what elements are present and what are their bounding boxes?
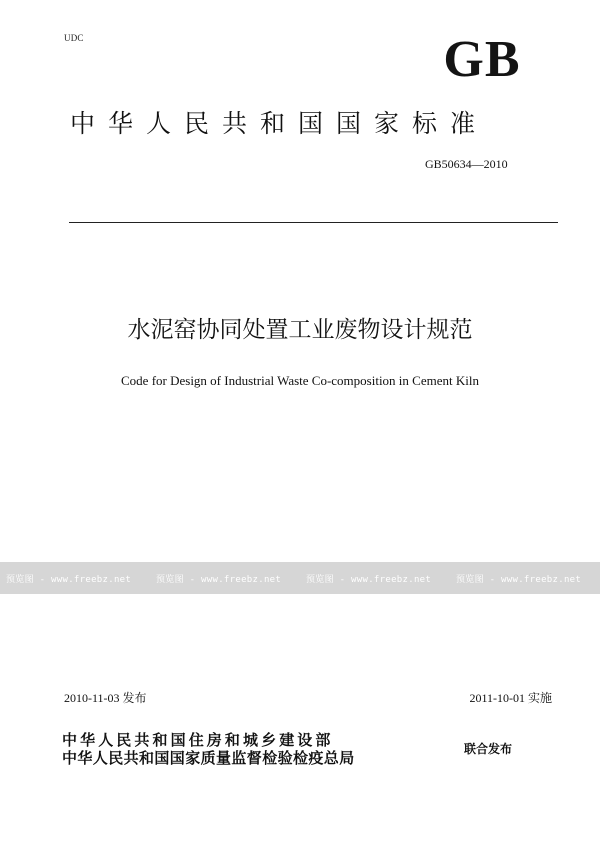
watermark-text: 预览图 - www.freebz.net bbox=[306, 574, 432, 585]
standard-type-heading: 中华人民共和国国家标准 bbox=[70, 109, 489, 138]
udc-label: UDC bbox=[64, 33, 84, 43]
watermark-text: 预览图 - www.freebz.net bbox=[456, 574, 582, 585]
document-title-chinese: 水泥窑协同处置工业废物设计规范 bbox=[127, 317, 473, 343]
standard-number: GB50634—2010 bbox=[425, 157, 508, 171]
watermark-banner bbox=[0, 562, 600, 594]
issuing-authorities bbox=[62, 731, 355, 767]
document-title-english: Code for Design of Industrial Waste Co-composition in Cement Kiln bbox=[121, 373, 479, 388]
joint-issue-label: 联合发布 bbox=[464, 742, 513, 756]
issue-date: 2010-11-03 发布 bbox=[64, 691, 147, 705]
header-divider bbox=[69, 222, 558, 223]
watermark-text: 预览图 - www.freebz.net bbox=[156, 574, 282, 585]
watermark-text: 预览图 - www.freebz.net bbox=[6, 574, 132, 585]
issuer-ministry-housing: 中华人民共和国住房和城乡建设部 bbox=[62, 731, 334, 749]
issuer-aqsiq: 中华人民共和国国家质量监督检验检疫总局 bbox=[62, 749, 355, 767]
implementation-date: 2011-10-01 实施 bbox=[469, 691, 552, 705]
gb-logo-mark: GB bbox=[443, 31, 521, 88]
